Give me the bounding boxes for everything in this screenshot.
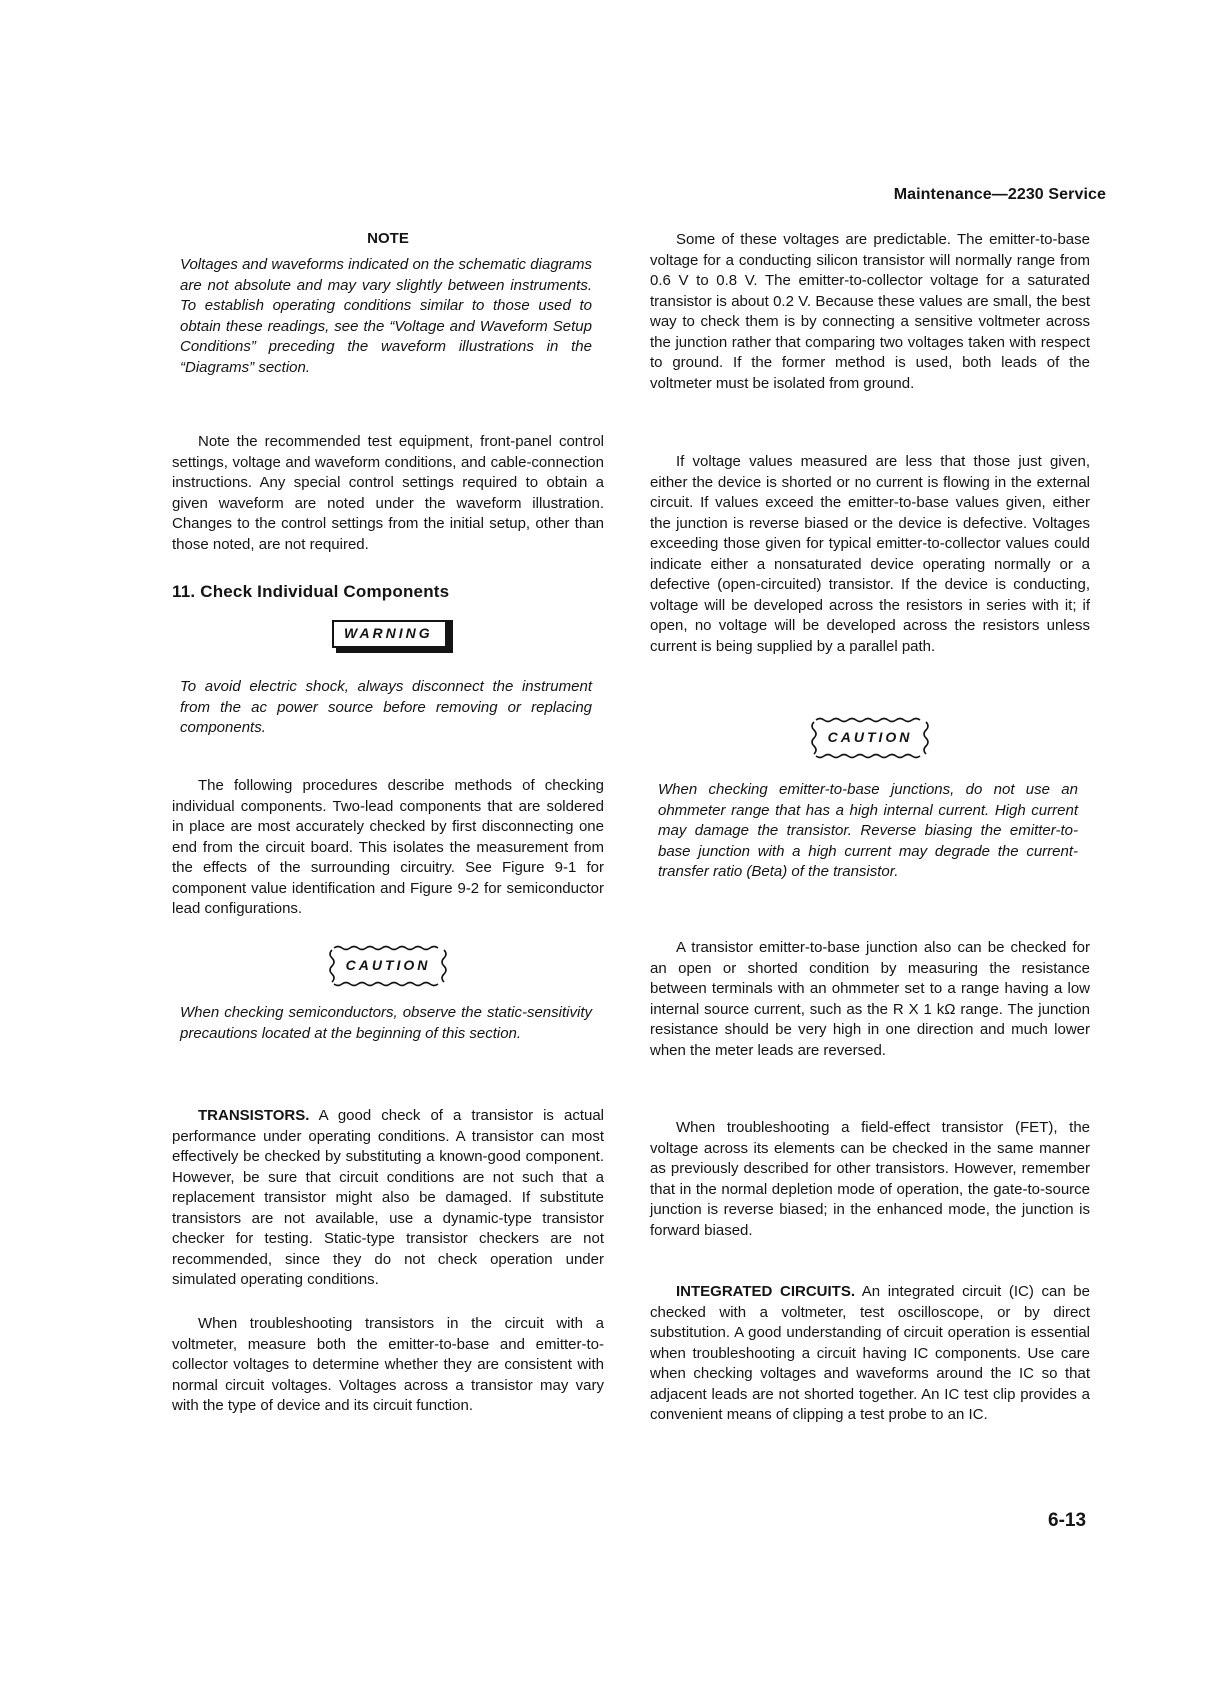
- junction-text: A transistor emitter-to-base junction also can be checked for an open or shorted condition by measuring the resistance between terminals with an ohmmeter set to a range having a low internal source current, such as the R X 1 kΩ range. The junction resistance should be very high in one direction and much lower when the meter leads are reversed.: [650, 939, 1090, 1059]
- warning-text: To avoid electric shock, always disconnect the instrument from the ac power source before removing or replacing components.: [180, 678, 592, 736]
- transistors-runin: TRANSISTORS.: [198, 1107, 310, 1124]
- ic-body: An integrated circuit (IC) can be checked with a voltmeter, test oscilloscope, or by direct substitution. A good understanding of circuit operation is essential when troubleshooting a circuit having IC components. Use care when checking voltages and waveforms around the IC so that adjacent leads are not shorted together. An IC test clip provides a convenient means of clipping a test probe to an IC.: [650, 1283, 1090, 1423]
- less-than-paragraph: [650, 452, 1090, 657]
- fet-text: When troubleshooting a field-effect transistor (FET), the voltage across its elements can be checked in the same manner as previously described for other transistors. However, remember that in the normal depletion mode of operation, the gate-to-source junction is reverse biased; in the enhanced mode, the junction is forward biased.: [650, 1119, 1090, 1239]
- caution-block-left: [172, 1003, 604, 1044]
- note-title: NOTE: [367, 230, 409, 247]
- caution-frame-left: [324, 944, 452, 988]
- transistors-text: [172, 1106, 604, 1291]
- caution-symbol-left: [172, 944, 604, 993]
- troubleshooting-text: When troubleshooting transistors in the circuit with a voltmeter, measure both the emitter-to-base and emitter-to-collector voltages to determine whether they are consistent with normal circuit voltages. Voltages across a transistor may vary with the type of device and its circuit function.: [172, 1315, 604, 1414]
- note-block: [172, 230, 604, 378]
- test-equipment-text: Note the recommended test equipment, front-panel control settings, voltage and waveform conditions, and cable-connection instructions. Any special control settings required to obtain a given waveform are noted under the waveform illustration. Changes to the control settings from the initial setup, other than those noted, are not required.: [172, 433, 604, 553]
- ic-text: [650, 1282, 1090, 1426]
- procedures-text: The following procedures describe methods of checking individual components. Two-lead components that are soldered in place are most accurately checked by first disconnecting one end from the circuit board. This isolates the measurement from the effects of the surrounding circuitry. See Figure 9-1 for component value identification and Figure 9-2 for semiconductor lead configurations.: [172, 777, 604, 917]
- caution-label-left: CAUTION: [345, 957, 431, 973]
- warning-block: [172, 677, 604, 739]
- troubleshooting-paragraph: [172, 1314, 604, 1417]
- caution-text-right: When checking emitter-to-base junctions, do not use an ohmmeter range that has a high internal current. High current may damage the transistor. Reverse biasing the emitter-to-base junction with a high current may degrade the current-transfer ratio (Beta) of the transistor.: [658, 781, 1078, 880]
- fet-paragraph: [650, 1118, 1090, 1241]
- caution-text-left: When checking semiconductors, observe the static-sensitivity precautions located at the beginning of this section.: [180, 1004, 592, 1042]
- page-number: 6-13: [1048, 1510, 1087, 1531]
- ic-runin: INTEGRATED CIRCUITS.: [676, 1283, 856, 1300]
- procedures-paragraph: [172, 776, 604, 920]
- section-heading: [172, 582, 604, 602]
- predictable-paragraph: [650, 230, 1090, 394]
- junction-paragraph: [650, 938, 1090, 1061]
- note-text: Voltages and waveforms indicated on the schematic diagrams are not absolute and may vary slightly between instruments. To establish operating conditions similar to those used to obtain these readings, see the “Voltage and Waveform Setup Conditions” preceding the waveform illustrations in the “Diagrams” section.: [180, 256, 592, 376]
- warning-label: WARNING: [332, 620, 447, 648]
- caution-frame-right: [806, 716, 934, 760]
- caution-symbol-right: [650, 716, 1090, 765]
- transistors-paragraph: [172, 1106, 604, 1291]
- ic-paragraph: [650, 1282, 1090, 1426]
- caution-block-right: [650, 780, 1090, 883]
- warning-symbol: [172, 620, 604, 648]
- running-header: Maintenance—2230 Service: [893, 186, 1106, 203]
- section-heading-text: 11. Check Individual Components: [172, 582, 450, 601]
- predictable-text: Some of these voltages are predictable. The emitter-to-base voltage for a conducting silicon transistor will normally range from 0.6 V to 0.8 V. The emitter-to-collector voltage for a saturated transistor is about 0.2 V. Because these values are small, the best way to check them is by connecting a sensitive voltmeter across the junction rather that comparing two voltages taken with respect to ground. If the former method is used, both leads of the voltmeter must be isolated from ground.: [650, 231, 1090, 392]
- caution-label-right: CAUTION: [827, 729, 913, 745]
- less-than-text: If voltage values measured are less that those just given, either the device is shorted or no current is flowing in the external circuit. If values exceed the emitter-to-base values given, either the junction is reverse biased or the device is defective. Voltages exceeding those given for typical emitter-to-collector values could indicate either a nonsaturated device operating normally or a defective (open-circuited) transistor. If the device is conducting, voltage will be developed across the resistors in series with it; if open, no voltage will be developed across the resistors unless current is being supplied by a parallel path.: [650, 453, 1090, 655]
- transistors-body: A good check of a transistor is actual performance under operating conditions. A transistor can most effectively be checked by substituting a known-good component. However, be sure that circuit conditions are not such that a replacement transistor might also be damaged. If substitute transistors are not available, use a dynamic-type transistor checker for testing. Static-type transistor checkers are not recommended, since they do not check operation under simulated operating conditions.: [172, 1107, 604, 1288]
- test-equipment-paragraph: [172, 432, 604, 555]
